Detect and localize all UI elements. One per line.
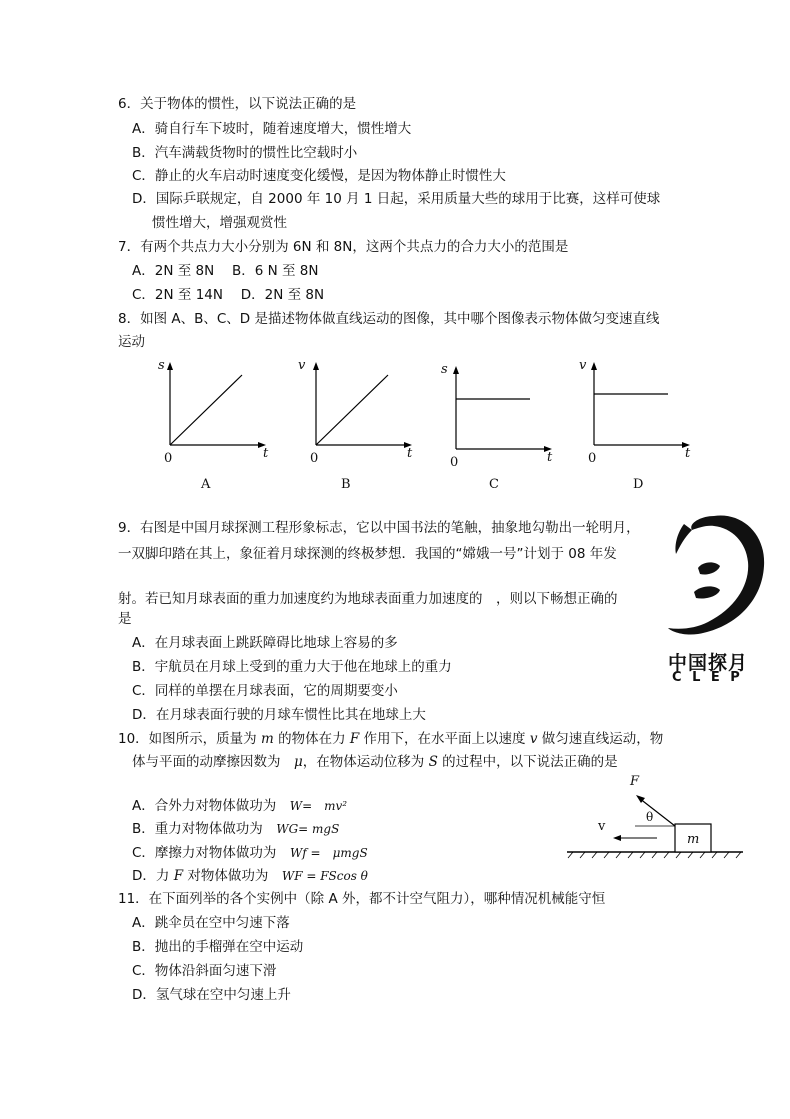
q10-option-d-var-F: F [173,868,184,884]
q10-option-d-text: D．力 [132,868,174,884]
graph-c-ylabel: s [441,362,448,377]
q11-option-b: B．抛出的手榴弹在空中运动 [132,939,304,955]
q8-stem-cont: 运动 [118,334,145,350]
q10-stem-2b: ，在物体运动位移为 [302,754,429,770]
clep-logo-footprint-1 [698,562,720,574]
graph-d-y-arrow [591,362,597,370]
q6-option-c: C．静止的火车启动时速度变化缓慢，是因为物体静止时惯性大 [132,168,506,184]
q10-option-b [132,820,339,838]
q10-option-a-formula: W= mv² [289,799,348,813]
q6-stem: 6．关于物体的惯性，以下说法正确的是 [118,96,357,112]
q10-force-arrow [639,798,675,826]
graph-d-origin: 0 [588,451,597,466]
q10-stem-1d: 做匀速直线运动，物 [537,731,664,747]
graph-d-caption: D [633,477,644,492]
graph-a-origin: 0 [164,451,173,466]
q10-fig-v-label: v [598,819,606,834]
graph-c-caption: C [489,477,499,492]
q10-stem-1c: 作用下，在水平面上以速度 [359,731,530,747]
q10-var-F: F [349,731,360,747]
q6-option-d: D．国际乒联规定，自 2000 年 10 月 1 日起，采用质量大些的球用于比赛，这样可使球 [132,191,661,207]
graph-b-xlabel: t [407,446,413,461]
q6-option-d-cont: 惯性增大，增强观赏性 [152,215,287,231]
q10-var-mu: μ [294,754,303,770]
q7-stem: 7．有两个共点力大小分别为 6N 和 8N，这两个共点力的合力大小的范围是 [118,239,569,255]
q6-option-a: A．骑自行车下坡时，随着速度增大，惯性增大 [132,121,412,137]
graph-a-curve [170,375,242,445]
q9-option-a: A．在月球表面上跳跃障碍比地球上容易的多 [132,635,398,651]
graph-d-xlabel: t [685,446,691,461]
q10-stem-1b: 的物体在力 [273,731,350,747]
q9-stem-3: 射。若已知月球表面的重力加速度约为地球表面重力加速度的 ，则以下畅想正确的 [118,591,618,607]
q10-option-a [132,797,347,815]
q11-option-c: C．物体沿斜面匀速下滑 [132,963,277,979]
q10-fig-theta-label: θ [646,810,654,824]
q10-fig-F-label: F [630,774,640,789]
graph-b-origin: 0 [310,451,319,466]
q9-stem-2: 一双脚印踏在其上，象征着月球探测的终极梦想．我国的“嫦娥一号”计划于 08 年发 [118,546,617,562]
clep-logo-icon [662,510,774,650]
q10-stem-2c: 的过程中，以下说法正确的是 [437,754,618,770]
q11-option-a: A．跳伞员在空中匀速下落 [132,915,290,931]
graph-a-ylabel: s [158,358,165,373]
graph-d-ylabel: v [579,358,587,373]
clep-logo-brush-tail [675,524,692,554]
graph-b-caption: B [341,477,351,492]
q9-option-c: C．同样的单摆在月球表面，它的周期要变小 [132,683,398,699]
q10-stem-1a: 10．如图所示，质量为 [118,731,261,747]
q6-option-b: B．汽车满载货物时的惯性比空载时小 [132,145,358,161]
clep-logo-chinese: 中国探月 [668,652,749,674]
q10-var-m: m [260,731,274,747]
q9-stem-4: 是 [118,611,132,627]
q10-fig-m-label: m [687,832,700,847]
q10-option-b-formula: WG= mgS [276,822,340,836]
q10-stem-1 [118,730,663,748]
q10-velocity-arrowhead [613,835,621,841]
q10-var-v: v [529,731,538,747]
clep-logo-footprint-2 [694,586,720,598]
q11-option-d: D．氢气球在空中匀速上升 [132,987,291,1003]
graph-b-y-arrow [313,362,319,370]
q11-stem: 11．在下面列举的各个实例中（除 A 外，都不计空气阻力），哪种情况机械能守恒 [118,891,606,907]
q10-option-c [132,844,368,862]
graph-c-xlabel: t [547,450,553,465]
graph-c-origin: 0 [450,455,459,470]
graph-a-caption: A [201,477,211,492]
q10-stem-2 [132,753,618,771]
q10-option-c-formula: Wf = μmgS [289,846,368,860]
q10-option-a-text: A．合外力对物体做功为 [132,798,290,814]
clep-logo-english: C L E P [672,670,743,685]
graph-a-xlabel: t [263,446,269,461]
q10-stem-2a: 体与平面的动摩擦因数为 [132,754,294,770]
q10-option-b-text: B．重力对物体做功为 [132,821,277,837]
q10-option-d-formula: WF = FScos θ [281,869,368,883]
q8-stem: 8．如图 A、B、C、D 是描述物体做直线运动的图像，其中哪个图像表示物体做匀变速直线 [118,311,660,327]
q9-stem-1: 9．右图是中国月球探测工程形象标志，它以中国书法的笔触，抽象地勾勒出一轮明月， [118,520,640,536]
q9-option-d: D．在月球表面行驶的月球车惯性比其在地球上大 [132,707,426,723]
q10-figure [565,772,747,864]
q10-option-c-text: C．摩擦力对物体做功为 [132,845,290,861]
graph-a-y-arrow [167,362,173,370]
q10-var-S: S [428,754,438,770]
graph-b-ylabel: v [298,358,306,373]
q10-option-d-mid: 对物体做功为 [183,868,282,884]
q10-ground-hatch [568,852,741,858]
graph-c-y-arrow [453,366,459,374]
graph-b-curve [316,375,388,445]
q9-option-b: B．宇航员在月球上受到的重力大于他在地球上的重力 [132,659,452,675]
q10-option-d [132,867,368,885]
q7-options-cd: C．2N 至 14N D．2N 至 8N [132,287,325,303]
q7-options-ab: A．2N 至 8N B．6 N 至 8N [132,263,319,279]
